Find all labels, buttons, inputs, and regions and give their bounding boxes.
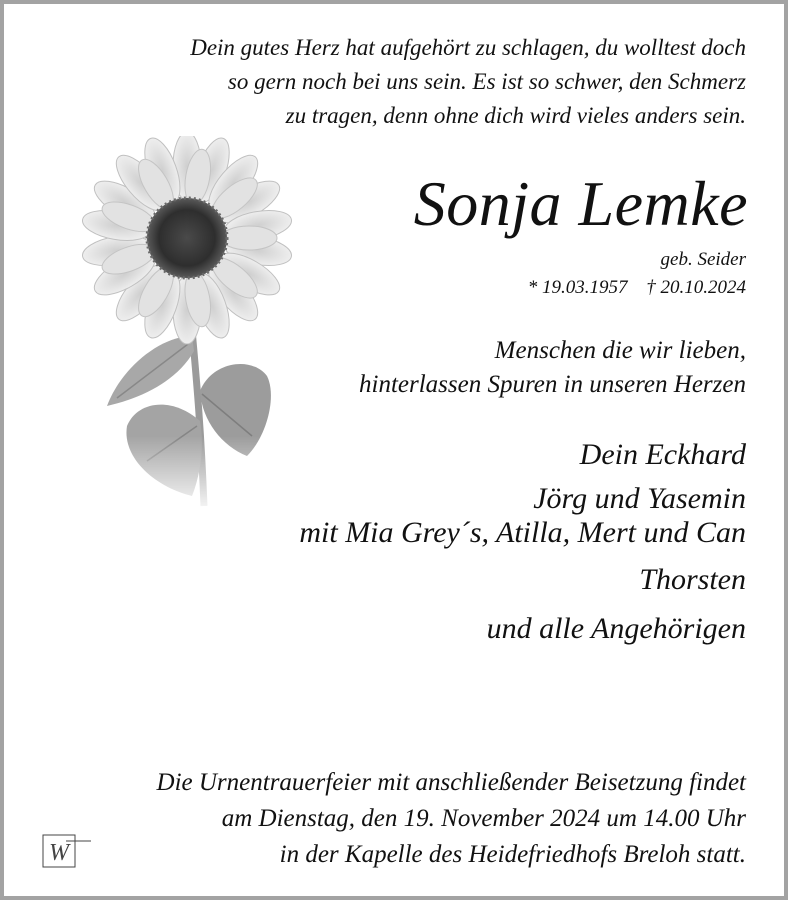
birth-name: geb. Seider — [660, 249, 746, 270]
quote-line-1: Menschen die wir lieben, — [494, 337, 746, 364]
mourner-line: Jörg und Yasemin — [533, 482, 746, 515]
life-dates — [528, 278, 746, 297]
quote-line-2: hinterlassen Spuren in unseren Herzen — [359, 371, 746, 398]
logo-mark: W — [49, 840, 69, 866]
verse-line-1: Dein gutes Herz hat aufgehört zu schlagen, du wolltest doch — [190, 35, 746, 60]
verse-line-2: so gern noch bei uns sein. Es ist so schwer, den Schmerz — [227, 69, 746, 94]
mourner-line: und alle Angehörigen — [486, 612, 746, 645]
mourner-line: mit Mia Grey´s, Atilla, Mert und Can — [299, 516, 746, 549]
publisher-logo-icon — [42, 834, 92, 870]
mourner-line: Dein Eckhard — [579, 438, 746, 471]
verse-line-3: zu tragen, denn ohne dich wird vieles anders sein. — [285, 103, 746, 128]
birth-date: * 19.03.1957 — [527, 277, 628, 298]
mourner-line: Thorsten — [639, 563, 746, 596]
death-date: † 20.10.2024 — [646, 277, 746, 298]
ceremony-line-1: Die Urnentrauerfeier mit anschließender Beisetzung findet — [156, 769, 746, 796]
deceased-name: Sonja Lemke — [413, 168, 748, 239]
sunflower-image — [82, 136, 302, 516]
ceremony-line-3: in der Kapelle des Heidefriedhofs Breloh statt. — [279, 841, 746, 868]
ceremony-line-2: am Dienstag, den 19. November 2024 um 14.00 Uhr — [221, 805, 746, 832]
